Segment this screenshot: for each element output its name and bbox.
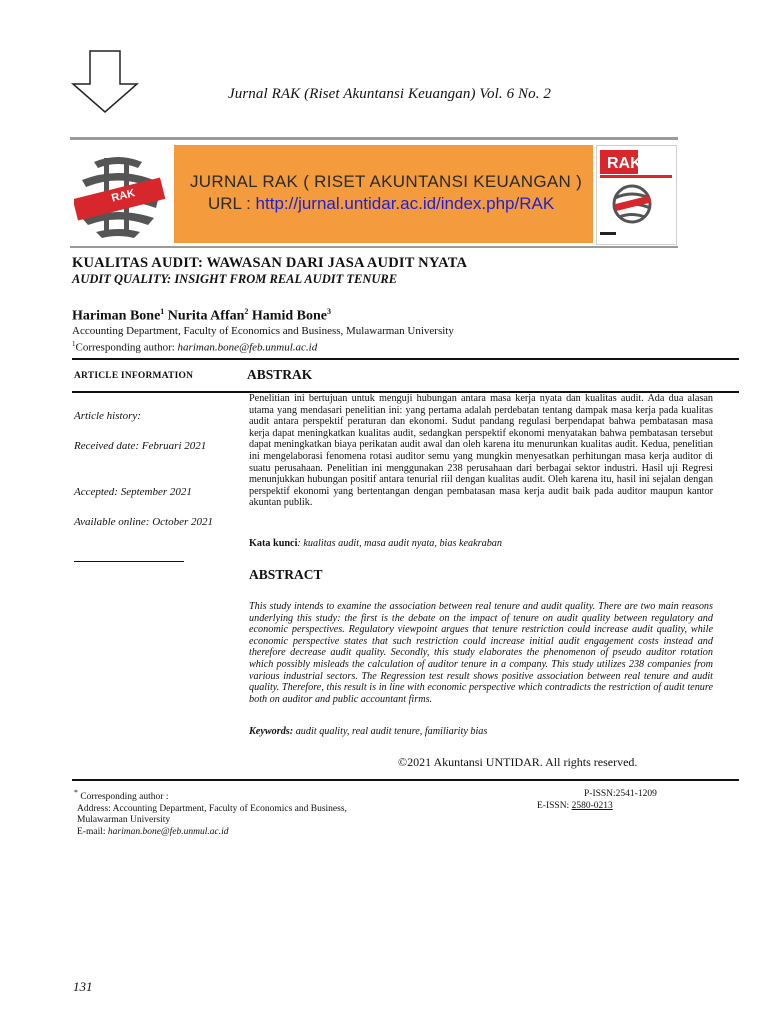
kata-kunci-label: Kata kunci: [249, 538, 298, 549]
cover-image: [597, 146, 676, 244]
author-name: Nurita Affan: [167, 308, 245, 324]
running-title: Jurnal RAK (Riset Akuntansi Keuangan) Vol. 6 No. 2: [228, 86, 552, 102]
footnote-address: [74, 787, 347, 838]
banner-url-line: [208, 194, 554, 214]
issn-block: [537, 789, 657, 812]
paper-title: KUALITAS AUDIT: WAWASAN DARI JASA AUDIT NYATA: [72, 255, 468, 271]
p-issn: P-ISSN:2541-1209: [584, 789, 657, 799]
footnote-rule: [72, 779, 739, 781]
globe-logo-icon: [74, 152, 170, 242]
paper-subtitle: AUDIT QUALITY: INSIGHT FROM REAL AUDIT TENURE: [72, 272, 398, 286]
author-list: [72, 307, 331, 325]
keywords-label: Keywords:: [249, 726, 294, 737]
author-name: Hamid Bone: [251, 308, 327, 324]
banner-url-prefix: URL :: [208, 194, 256, 213]
abstract-text: This study intends to examine the association between real tenure and audit quality. There are two main reasons underlying this study: the first is the debate on the impact of tenure on audit quality between regulatory and economic perspectives. Regulatory viewpoint argues that tenure restriction could increase audit quality, while economic perspective states that such restriction could increase initial audit engagement costs instead and therefore decrease audit quality. Secondly, this study elaborates the phenomenon of pseudo auditor rotation which possibly misleads the calculation of auditor tenure in a company. This study utilizes 238 companies from various industrial sectors. The Regression test result shows positive association between real tenure and audit quality. Therefore, this result is in line with economic perspective which contradicts the restriction of audit tenure both on auditor and public accountant firms.: [249, 601, 713, 705]
copyright: ©2021 Akuntansi UNTIDAR. All rights reserved.: [398, 755, 638, 769]
banner-title: JURNAL RAK ( RISET AKUNTANSI KEUANGAN ): [190, 172, 583, 191]
keywords-line: [249, 726, 487, 737]
cover-rak-text: RAK: [607, 155, 642, 172]
banner-top-rule: [70, 137, 678, 140]
footnote-email[interactable]: hariman.bone@feb.unmul.ac.id: [107, 826, 229, 837]
abstrak-heading: ABSTRAK: [247, 367, 313, 382]
logo-rak-text: RAK: [110, 187, 137, 205]
journal-cover-thumbnail: [596, 145, 677, 245]
side-rule: [74, 561, 184, 562]
keywords-values: audit quality, real audit tenure, familiarity bias: [293, 726, 488, 737]
available-online-date: Available online: October 2021: [74, 516, 213, 528]
banner-url-link[interactable]: http://jurnal.untidar.ac.id/index.php/RAK: [255, 194, 555, 213]
corresponding-label: Corresponding author:: [75, 341, 178, 354]
footnote-email-line: [74, 827, 347, 839]
page-number: 131: [73, 979, 93, 994]
corresponding-email[interactable]: hariman.bone@feb.unmul.ac.id: [177, 341, 318, 354]
author-sup: 1: [160, 307, 165, 316]
footnote-star: *: [74, 788, 78, 797]
footnote-address-line-2: Mulawarman University: [77, 815, 171, 826]
abstract-heading: ABSTRACT: [249, 567, 323, 582]
affiliation: Accounting Department, Faculty of Economics and Business, Mulawarman University: [72, 325, 454, 337]
kata-kunci-values: : kualitas audit, masa audit nyata, bias keakraban: [297, 538, 502, 549]
e-issn-line: [537, 801, 657, 813]
footnote-label: Corresponding author :: [77, 792, 169, 803]
footnote-address-line-1: Address: Accounting Department, Faculty of Economics and Business,: [77, 803, 347, 814]
corresponding-author-line: [72, 340, 317, 354]
author-sup: 3: [326, 307, 331, 316]
section-rule: [72, 358, 739, 360]
banner-bottom-rule: [70, 246, 678, 248]
footnote-email-label: E-mail:: [77, 826, 108, 837]
article-info-heading: ARTICLE INFORMATION: [74, 371, 194, 381]
corresponding-sup: 1: [72, 340, 76, 348]
e-issn-label: E-ISSN:: [537, 800, 572, 811]
kata-kunci-line: [249, 538, 502, 549]
author-name: Hariman Bone: [72, 308, 161, 324]
accepted-date: Accepted: September 2021: [74, 486, 192, 498]
down-arrow-icon: [70, 50, 140, 114]
e-issn-value[interactable]: 2580-0213: [571, 800, 613, 811]
article-history-label: Article history:: [74, 410, 141, 422]
abstrak-text: Penelitian ini bertujuan untuk menguji hubungan antara masa kerja nyata dan kualitas audit. Ada dua alasan utama yang mendasari penelitian ini: yang pertama adalah perdebatan tentang dampak masa kerja pada kualitas audit antara perspektif peraturan dan ekonomi. Sudut pandang regulasi berpendapat bahwa pembatasan masa kerja dapat meningkatkan kualitas audit, sedangkan perspektif ekonomi menyatakan bahwa pembatasan tersebut dapat meningkatkan biaya perikatan audit awal dan oleh karena itu menurunkan kualitas audit. Kedua, penelitian ini mengelaborasi fenomena rotasi auditor semu yang mungkin menyesatkan perhitungan masa kerja auditor di suatu perusahaan. Penelitian ini menggunakan 238 perusahaan dari berbagai sektor industri. Hasil uji Regresi menunjukkan hubungan positif antara tenurial riil dengan kualitas audit. Oleh karena itu, hasil ini sejalan dengan perspektif ekonomi yang bertentangan dengan pembatasan masa kerja audit baik pada auditor maupun kantor akuntan publik.: [249, 393, 713, 509]
received-date: Received date: Februari 2021: [74, 440, 207, 452]
author-sup: 2: [244, 307, 249, 316]
